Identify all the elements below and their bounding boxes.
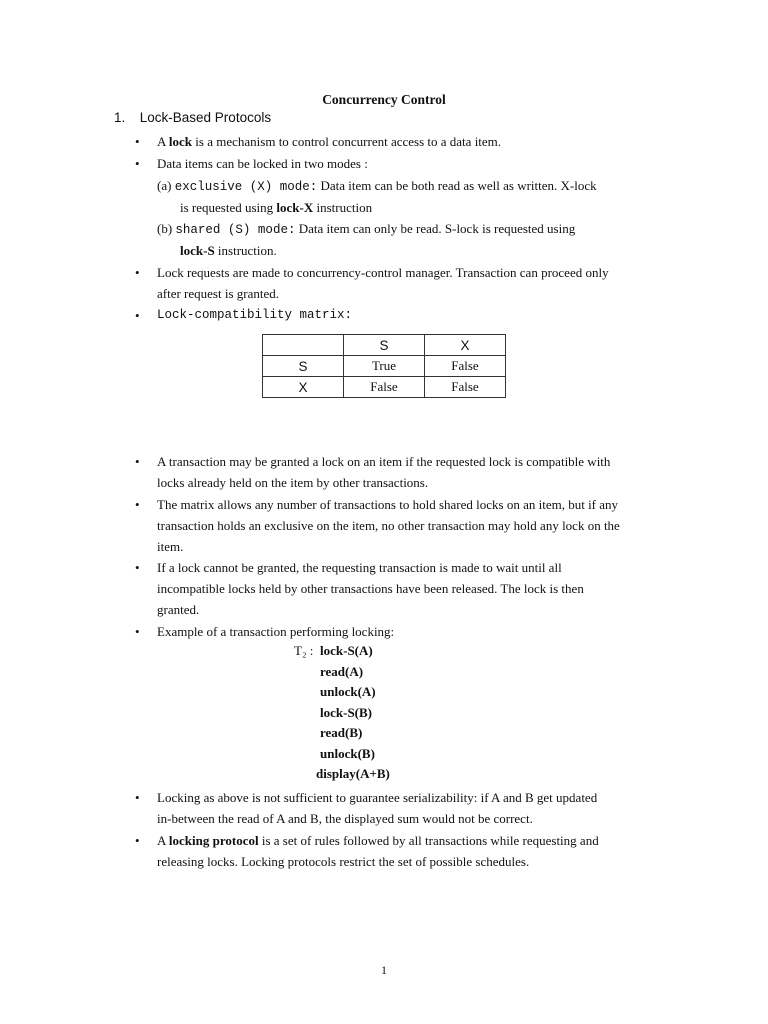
b10-post: is a set of rules followed by all transactions while requesting and: [258, 833, 599, 848]
mode-a-text: Data item can be both read as well as written. X-lock: [317, 178, 597, 193]
b1-post: is a mechanism to control concurrent access to a data item.: [192, 134, 502, 149]
mode-a-line2a: is requested using: [180, 200, 277, 215]
mode-b-text: Data item can only be read. S-lock is requested using: [295, 221, 576, 236]
table-row-header: X: [263, 377, 344, 398]
bullet-8-text: Example of a transaction performing locking:: [157, 624, 395, 639]
b1-lock-term: lock: [168, 134, 193, 149]
mode-b-line1: [157, 218, 575, 241]
bullet-5-line2: locks already held on the item by other transactions.: [157, 475, 429, 490]
bullet-1-text: [157, 131, 501, 152]
code-label: T₂ :: [294, 643, 314, 658]
mode-a-bold: lock-X: [276, 200, 314, 215]
bullet-7-line3: granted.: [157, 602, 200, 617]
page-number: 1: [381, 963, 387, 977]
code-line: display(A+B): [316, 766, 390, 781]
bullet-7-line1: If a lock cannot be granted, the requesting transaction is made to wait until all: [157, 560, 562, 575]
table-row-header: S: [263, 356, 344, 377]
table-cell: False: [344, 377, 425, 398]
section-heading: [114, 110, 271, 125]
table-cell: False: [425, 377, 506, 398]
code-line: unlock(A): [320, 684, 376, 699]
table-row: [263, 356, 506, 377]
mode-b-bold: lock-S: [180, 243, 215, 258]
mode-b-mono: shared (S) mode:: [175, 223, 296, 237]
bullet-3-line2: after request is granted.: [157, 286, 280, 301]
table-cell: False: [425, 356, 506, 377]
mode-b-prefix: (b): [157, 221, 176, 236]
b10-pre: A: [157, 833, 169, 848]
bullet-6-line1: The matrix allows any number of transactions to hold shared locks on an item, but if any: [157, 497, 619, 512]
bullet-3-line1: Lock requests are made to concurrency-control manager. Transaction can proceed only: [157, 265, 609, 280]
bullet-6-line2: transaction holds an exclusive on the item, no other transaction may hold any lock on the: [157, 518, 620, 533]
code-line: lock-S(A): [320, 643, 373, 658]
section-title: Lock-Based Protocols: [139, 110, 272, 125]
bullet-10-line1: [157, 830, 599, 851]
bullet-6-line3: item.: [157, 539, 184, 554]
mode-a-line1: [157, 175, 597, 198]
page-title: Concurrency Control: [322, 92, 446, 107]
mode-a-mono: exclusive (X) mode:: [174, 180, 318, 194]
table-header-row: [263, 335, 506, 356]
mode-a-prefix: (a): [157, 178, 175, 193]
section-number: 1.: [114, 110, 126, 125]
bullet-9-line1: Locking as above is not sufficient to guarantee serializability: if A and B get updated: [157, 790, 598, 805]
lock-compatibility-table: [262, 334, 506, 398]
mode-a-line2: [180, 197, 372, 218]
bullet-9-line2: in-between the read of A and B, the displayed sum would not be correct.: [157, 811, 533, 826]
code-line: read(A): [320, 664, 364, 679]
code-line: read(B): [320, 725, 363, 740]
document-page: Concurrency Control 1. Lock-Based Protocols • A lock is a mechanism to control concurrent access to a data item. • Data items can be locked in two modes : (a) exclusive (X) mode: Data item can be both read as well as written. X-lock is requested using lock-X instruction (b) shared (S) mode: Data item can only be read. S-lock is requested using lock-S instruction. • Lock requests are made to concurrency-control manager. Transaction can proceed only after request is granted. • Lock-compatibility matrix: S X S True False X False False • A transaction may be granted a lock on an item if the requested lock is compatible with locks already held on the item by other transactions. • The matrix allows any number of transactions to hold shared locks on an item, but if any transaction holds an exclusive on the item, no other transaction may hold any lock on the item. • If a lock cannot be granted, the requesting transaction is made to wait until all incompatible locks held by other transactions have been released. The lock is then granted. • Example of a transaction performing locking: T₂ : lock-S(A) read(A) unlock(A) lock-S(B) read(B) unlock(B) display(A+B) • Locking as above is not sufficient to guarantee serializability: if A and B get updated in-between the read of A and B, the displayed sum would not be correct. • A locking protocol is a set of rules followed by all transactions while requesting and releasing locks. Locking protocols restrict the set of possible schedules. 1: [0, 0, 768, 1024]
mode-b-line2: [180, 240, 277, 261]
table-corner-cell: [263, 335, 344, 356]
table-header-cell: S: [344, 335, 425, 356]
table-header-cell: X: [425, 335, 506, 356]
table-cell: True: [344, 356, 425, 377]
b1-pre: A: [157, 134, 169, 149]
code-line: unlock(B): [320, 746, 375, 761]
table-row: [263, 377, 506, 398]
bullet-10-line2: releasing locks. Locking protocols restrict the set of possible schedules.: [157, 854, 530, 869]
bullet-5-line1: A transaction may be granted a lock on an item if the requested lock is compatible with: [157, 454, 611, 469]
code-line: lock-S(B): [320, 705, 372, 720]
b10-locking-protocol: locking protocol: [168, 833, 259, 848]
bullet-2-text: Data items can be locked in two modes :: [157, 156, 368, 171]
mode-a-line2b: instruction: [313, 200, 373, 215]
mode-b-line2b: instruction.: [214, 243, 277, 258]
bullet-7-line2: incompatible locks held by other transactions have been released. The lock is then: [157, 581, 584, 596]
bullet-4-text: Lock-compatibility matrix:: [157, 308, 353, 322]
